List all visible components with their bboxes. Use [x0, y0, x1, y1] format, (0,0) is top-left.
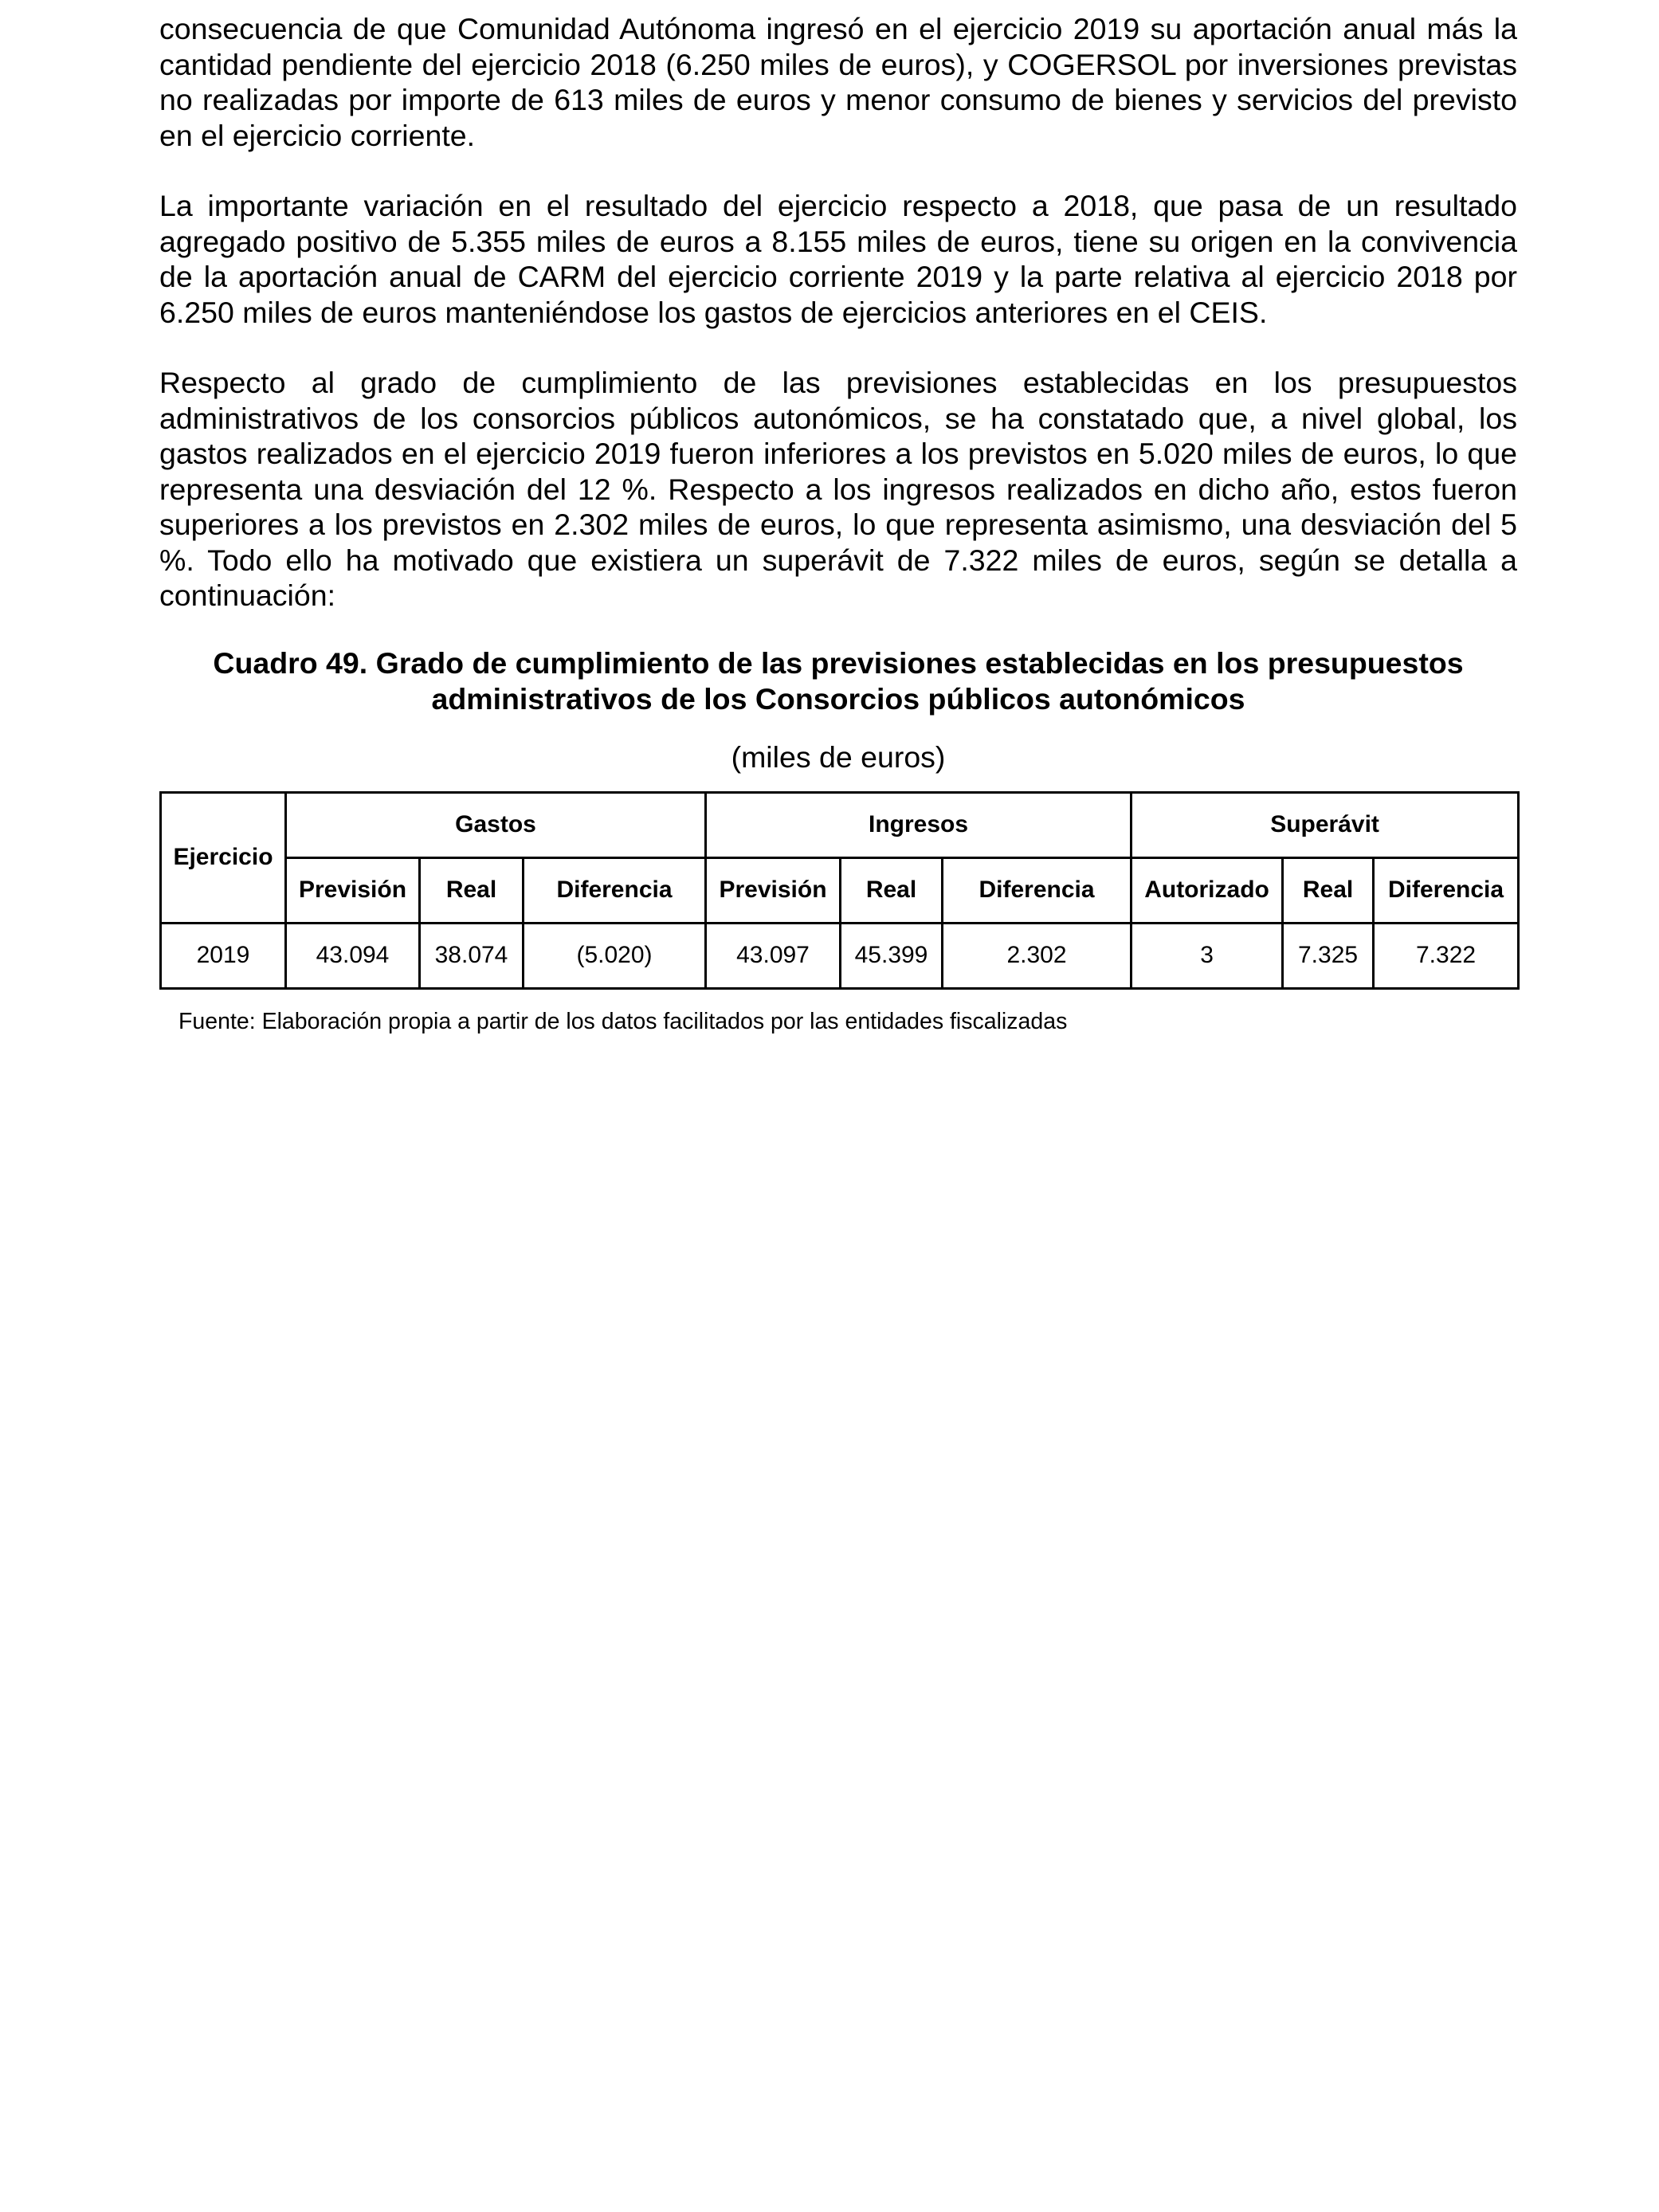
cell-gastos-diferencia: (5.020): [524, 923, 706, 988]
header-superavit-real: Real: [1283, 857, 1374, 923]
document-page: [159, 11, 1517, 1036]
cell-ingresos-diferencia: 2.302: [943, 923, 1131, 988]
table-header-row-groups: [161, 792, 1519, 857]
header-ingresos-prevision: Previsión: [706, 857, 841, 923]
table-units: (miles de euros): [731, 739, 946, 774]
table-caption: [159, 645, 1517, 717]
cell-superavit-diferencia: 7.322: [1374, 923, 1519, 988]
header-gastos-prevision: Previsión: [286, 857, 420, 923]
header-gastos-real: Real: [420, 857, 524, 923]
header-ingresos-diferencia: Diferencia: [943, 857, 1131, 923]
cell-ejercicio: 2019: [161, 923, 286, 988]
cell-ingresos-prevision: 43.097: [706, 923, 841, 988]
budget-compliance-table: [159, 791, 1520, 990]
header-superavit-diferencia: Diferencia: [1374, 857, 1519, 923]
paragraph-2: La importante variación en el resultado del ejercicio respecto a 2018, que pasa de un resultado agregado positivo de 5.355 miles de euros a 8.155 miles de euros, tiene su origen en la convivencia de la aportación anual de CARM del ejercicio corriente 2019 y la parte relativa al ejercicio 2018 por 6.250 miles de euros manteniéndose los gastos de ejercicios anteriores en el CEIS.: [159, 189, 1517, 329]
cell-gastos-real: 38.074: [420, 923, 524, 988]
table-caption-line-1: Cuadro 49. Grado de cumplimiento de las previsiones establecidas en los presupuestos: [213, 645, 1464, 680]
cell-superavit-real: 7.325: [1283, 923, 1374, 988]
paragraph-1: consecuencia de que Comunidad Autónoma ingresó en el ejercicio 2019 su aportación anual más la cantidad pendiente del ejercicio 2018 (6.250 miles de euros), y COGERSOL por inversiones previstas no realizadas por importe de 613 miles de euros y menor consumo de bienes y servicios del previsto en el ejercicio corriente.: [159, 12, 1517, 152]
cell-ingresos-real: 45.399: [841, 923, 943, 988]
cell-superavit-autorizado: 3: [1131, 923, 1283, 988]
header-ingresos: Ingresos: [706, 792, 1131, 857]
paragraph-3: Respecto al grado de cumplimiento de las previsiones establecidas en los presupuestos administrativos de los consorcios públicos autonómicos, se ha constatado que, a nivel global, los gastos realizados en el ejercicio 2019 fueron inferiores a los previstos en 5.020 miles de euros, lo que representa una desviación del 12 %. Respecto a los ingresos realizados en dicho año, estos fueron superiores a los previstos en 2.302 miles de euros, lo que representa asimismo, una desviación del 5 %. Todo ello ha motivado que existiera un superávit de 7.322 miles de euros, según se detalla a continuación:: [159, 366, 1517, 612]
cell-gastos-prevision: 43.094: [286, 923, 420, 988]
table-header-row-sub: [161, 857, 1519, 923]
table-source-note: Fuente: Elaboración propia a partir de los datos facilitados por las entidades fiscalizadas: [178, 1008, 1068, 1034]
header-superavit: Superávit: [1131, 792, 1519, 857]
table-row: [161, 923, 1519, 988]
table-caption-line-2: administrativos de los Consorcios públicos autonómicos: [431, 681, 1245, 716]
header-ejercicio: Ejercicio: [161, 792, 286, 923]
header-superavit-autorizado: Autorizado: [1131, 857, 1283, 923]
header-gastos-diferencia: Diferencia: [524, 857, 706, 923]
header-gastos: Gastos: [286, 792, 706, 857]
header-ingresos-real: Real: [841, 857, 943, 923]
